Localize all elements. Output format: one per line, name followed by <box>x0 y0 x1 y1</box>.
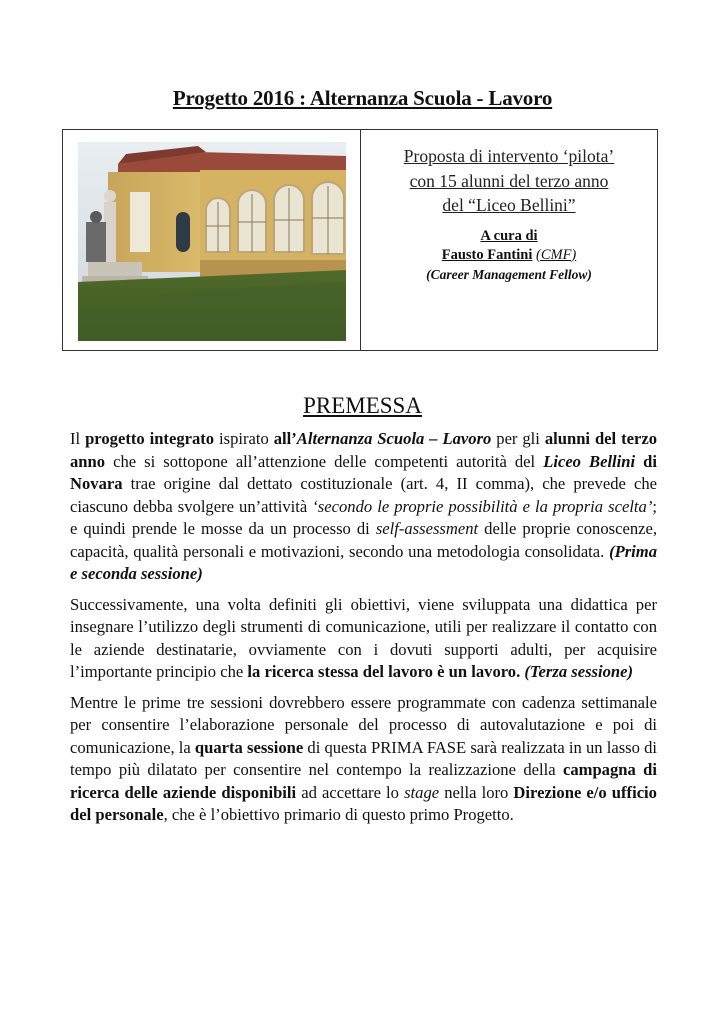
proposal-title <box>373 144 645 218</box>
paragraph <box>70 594 657 684</box>
text-run: ad accettare lo <box>296 782 405 802</box>
text-run: che si sottopone all’attenzione delle competenti autorità del <box>105 451 544 471</box>
bold-run: quarta sessione <box>194 737 304 757</box>
bold-run: Direzione e/o ufficio del personale <box>70 782 657 824</box>
paragraph <box>70 428 657 586</box>
cura-label <box>361 227 657 246</box>
bold-run: di Novara <box>70 451 657 493</box>
author-abbreviation: (CMF) <box>536 246 577 263</box>
bold-italic-run: Liceo Bellini <box>543 451 636 471</box>
text-run: ; e quindi prende le mosse da un processo di <box>70 496 657 538</box>
paragraph <box>70 692 657 827</box>
header-box <box>62 129 658 351</box>
section-heading: PREMESSA <box>303 393 422 418</box>
bold-run: all’ <box>273 429 297 448</box>
text-run: delle proprie conoscenze, capacità, qualità personali e motivazioni, secondo una metodologia consolidata. <box>70 519 657 561</box>
author-name: Fausto Fantini <box>441 246 533 263</box>
document-title: Progetto 2016 : Alternanza Scuola - Lavoro <box>172 86 553 110</box>
proposal-line: Proposta di intervento ‘pilota’ <box>403 146 615 166</box>
italic-run: ‘secondo le proprie possibilità e la propria scelta’ <box>312 496 653 516</box>
text-run: Il <box>70 429 86 448</box>
italic-run: self-assessment <box>375 519 479 538</box>
text-run: di questa PRIMA FASE sarà realizzata in un lasso di tempo più dilatato per consentire nel contempo la realizzazione della <box>70 737 657 779</box>
bold-run: alunni del terzo anno <box>70 429 657 471</box>
bold-italic-run: (Terza sessione) <box>524 662 634 681</box>
text-run: nella loro <box>439 782 514 802</box>
author-line <box>361 246 657 265</box>
text-run: , che è l’obiettivo primario di questo primo Progetto. <box>163 805 514 824</box>
proposal-line: del “Liceo Bellini” <box>442 195 576 215</box>
text-run: Successivamente, una volta definiti gli obiettivi, viene sviluppata una didattica per insegnare l’utilizzo degli strumenti di comunicazione, utili per realizzare il contatto con le aziende destinatarie, ovviamente con i dovuti supporti adulti, per acquisire l’importante principio che <box>70 594 657 681</box>
header-box-photo-cell <box>63 130 361 350</box>
header-box-text-cell <box>361 130 657 350</box>
text-run: Mentre le prime tre sessioni dovrebbero essere programmate con cadenza settimanale per consentire l’elaborazione personale del processo di autovalutazione e poi di comunicazione, la <box>70 692 657 757</box>
school-building-photo <box>78 142 346 341</box>
document-body <box>70 428 657 835</box>
text-run: ispirato <box>214 429 274 448</box>
bold-run: campagna di ricerca delle aziende disponibili <box>70 760 657 802</box>
text-run: trae origine dal dettato costituzionale (art. 4, II comma), che prevede che ciascuno debba svolgere un’attività <box>70 474 657 516</box>
bold-italic-run: Alternanza Scuola – Lavoro <box>296 429 492 448</box>
bold-run: la ricerca stessa del lavoro è un lavoro. <box>247 662 521 681</box>
italic-run: stage <box>404 782 440 802</box>
bold-run: progetto integrato <box>85 429 215 448</box>
author-role: (Career Management Fellow) <box>426 266 592 282</box>
proposal-line: con 15 alunni del terzo anno <box>409 170 609 191</box>
text-run: per gli <box>491 429 545 448</box>
bold-italic-run: (Prima e seconda sessione) <box>70 541 657 583</box>
cura-label-text: A cura di <box>480 227 538 244</box>
